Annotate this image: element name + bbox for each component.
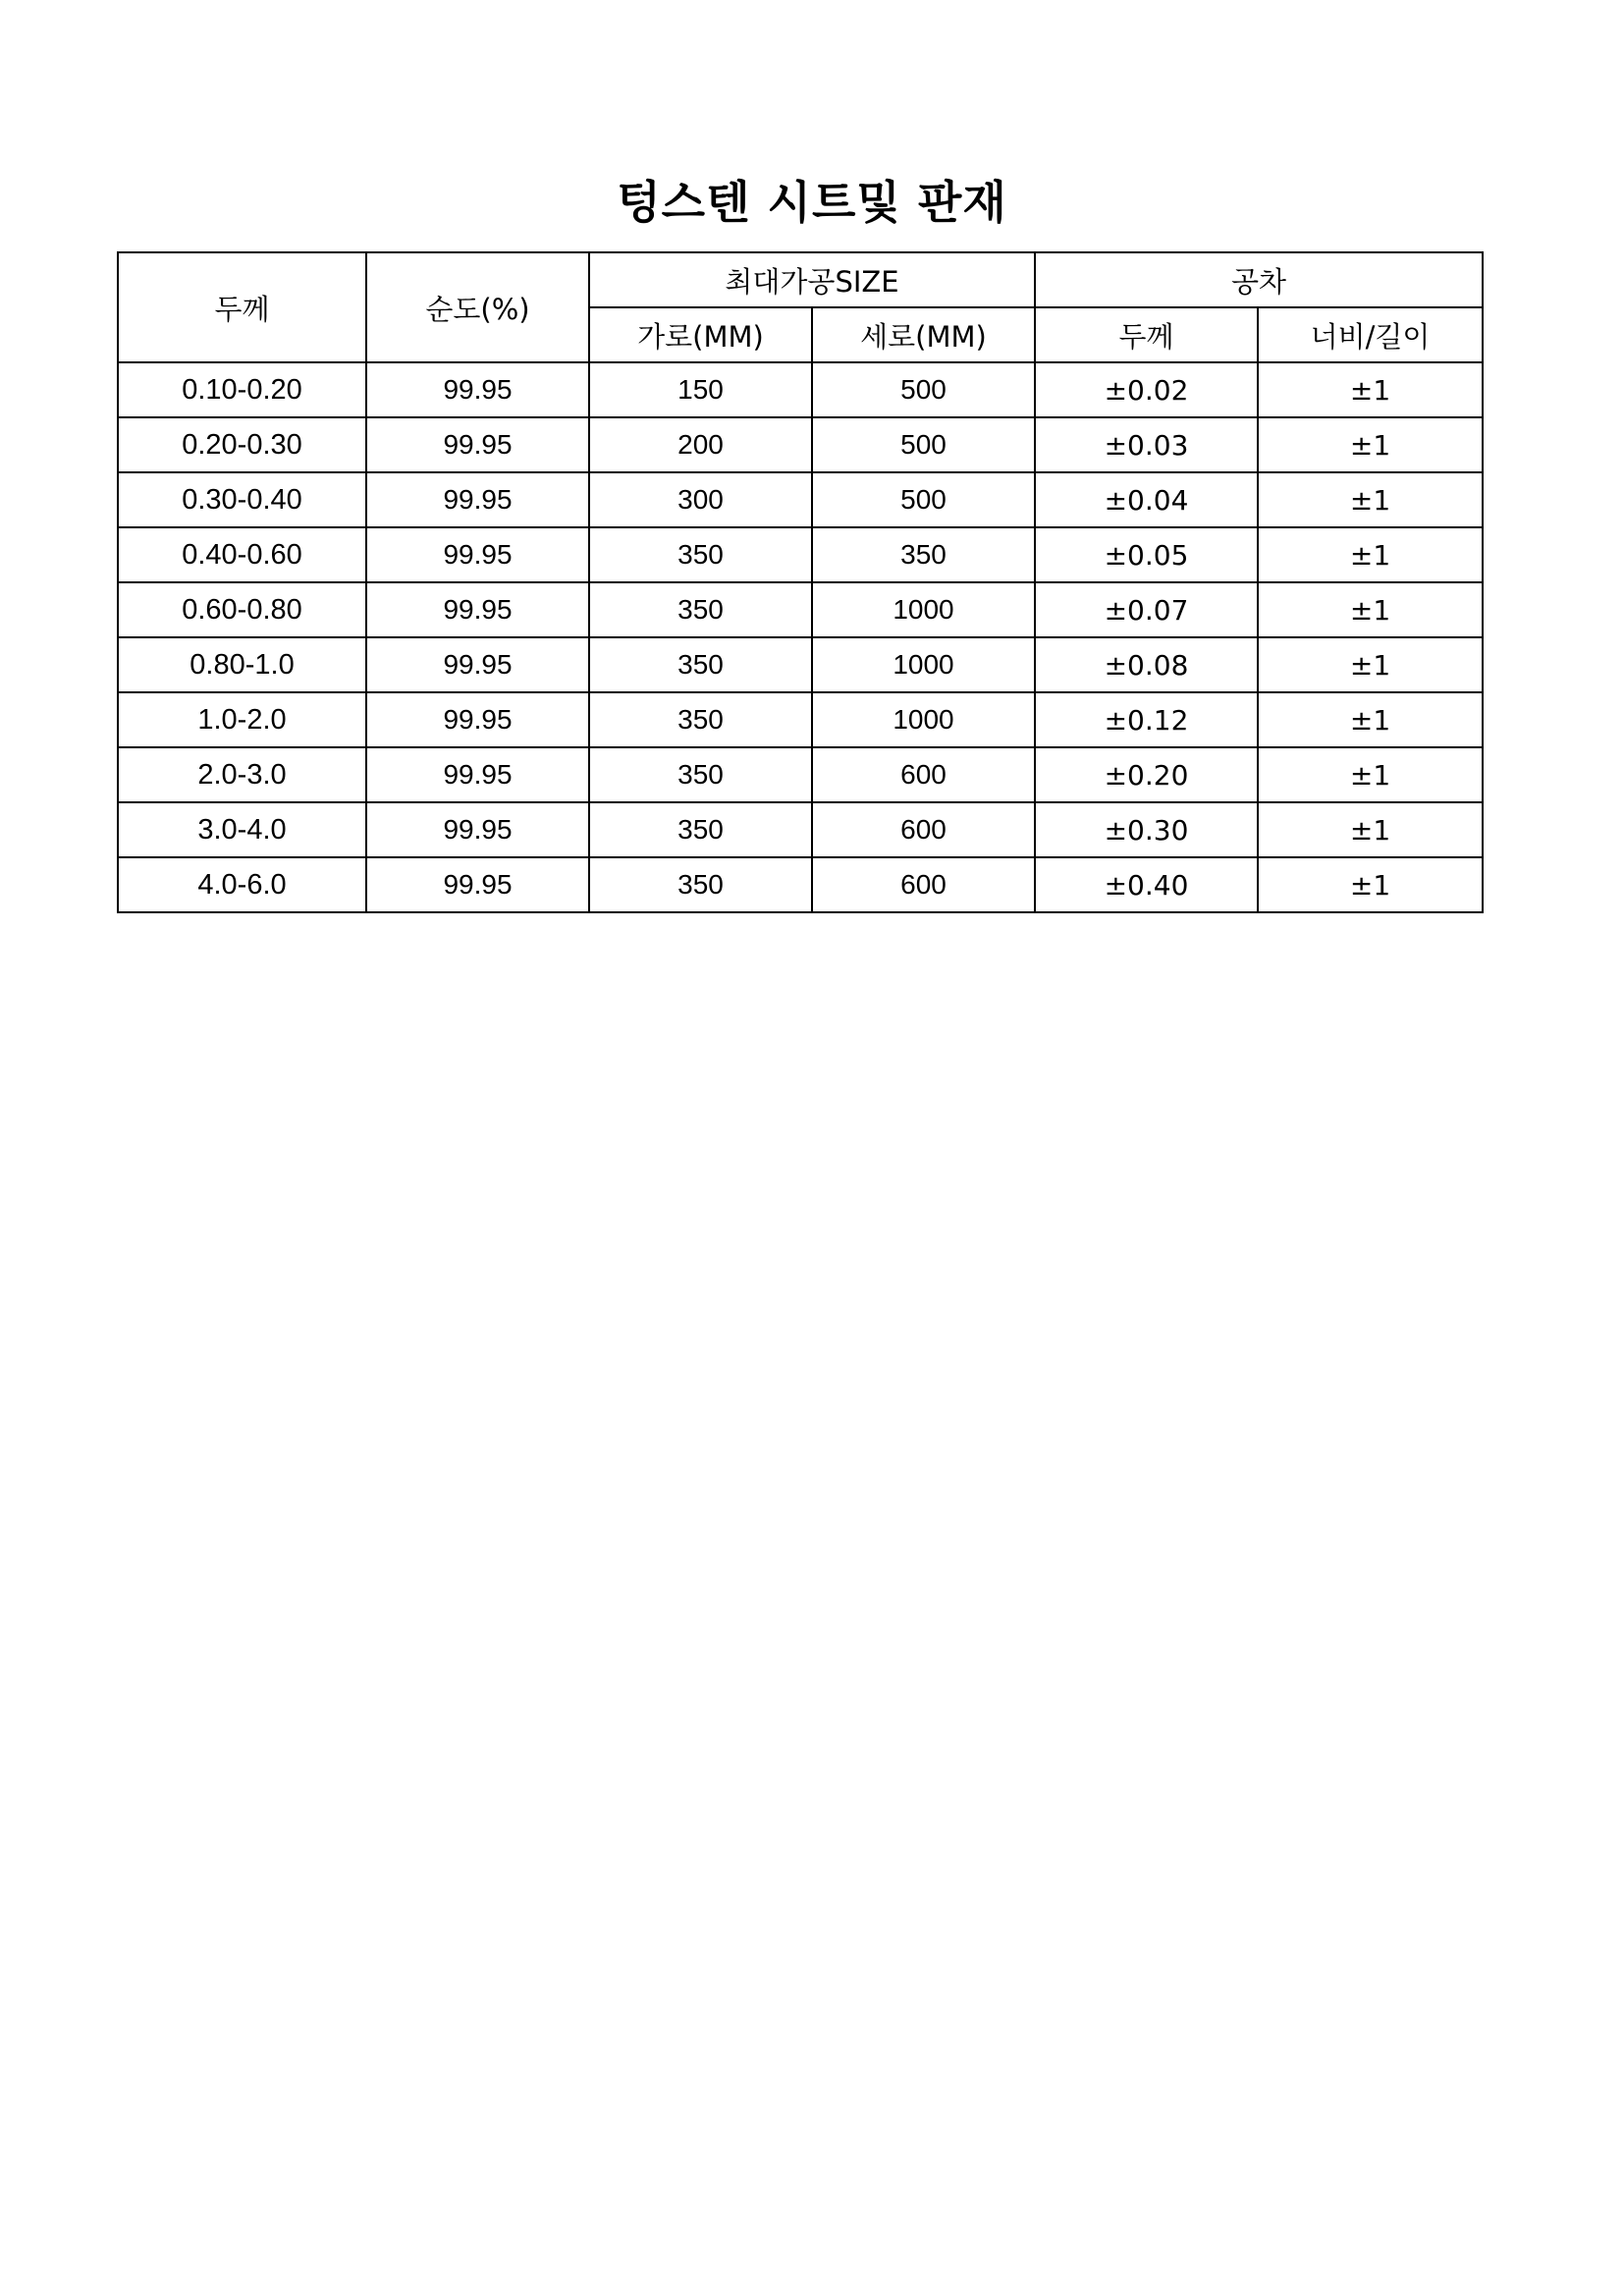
- header-tol-thickness: 두께: [1035, 307, 1258, 362]
- cell-width: 300: [589, 472, 812, 527]
- cell-tol-width-length: ±1: [1258, 362, 1483, 417]
- cell-tol-thickness: ±0.30: [1035, 802, 1258, 857]
- cell-thickness: 4.0-6.0: [118, 857, 366, 912]
- cell-tol-width-length: ±1: [1258, 747, 1483, 802]
- cell-thickness: 0.30-0.40: [118, 472, 366, 527]
- cell-length: 500: [812, 362, 1035, 417]
- cell-length: 600: [812, 747, 1035, 802]
- cell-width: 350: [589, 857, 812, 912]
- cell-thickness: 0.20-0.30: [118, 417, 366, 472]
- cell-purity: 99.95: [366, 362, 589, 417]
- header-length-mm: 세로(MM): [812, 307, 1035, 362]
- cell-thickness: 0.10-0.20: [118, 362, 366, 417]
- header-max-size: 최대가공SIZE: [589, 252, 1035, 307]
- table-body: [118, 362, 1483, 912]
- cell-width: 350: [589, 802, 812, 857]
- cell-tol-width-length: ±1: [1258, 582, 1483, 637]
- cell-purity: 99.95: [366, 417, 589, 472]
- table-row: [118, 692, 1483, 747]
- cell-thickness: 1.0-2.0: [118, 692, 366, 747]
- cell-tol-width-length: ±1: [1258, 692, 1483, 747]
- spec-table: [117, 251, 1484, 913]
- cell-purity: 99.95: [366, 527, 589, 582]
- cell-width: 350: [589, 582, 812, 637]
- cell-length: 1000: [812, 692, 1035, 747]
- table-row: [118, 472, 1483, 527]
- cell-width: 150: [589, 362, 812, 417]
- cell-thickness: 3.0-4.0: [118, 802, 366, 857]
- cell-tol-thickness: ±0.08: [1035, 637, 1258, 692]
- cell-length: 600: [812, 857, 1035, 912]
- cell-length: 1000: [812, 637, 1035, 692]
- cell-tol-thickness: ±0.05: [1035, 527, 1258, 582]
- cell-tol-width-length: ±1: [1258, 857, 1483, 912]
- table-row: [118, 857, 1483, 912]
- cell-length: 600: [812, 802, 1035, 857]
- cell-purity: 99.95: [366, 857, 589, 912]
- cell-tol-width-length: ±1: [1258, 472, 1483, 527]
- cell-width: 350: [589, 692, 812, 747]
- table-header: [118, 252, 1483, 362]
- cell-tol-thickness: ±0.04: [1035, 472, 1258, 527]
- cell-length: 1000: [812, 582, 1035, 637]
- cell-width: 350: [589, 637, 812, 692]
- table-row: [118, 362, 1483, 417]
- header-tol-width-length: 너비/길이: [1258, 307, 1483, 362]
- header-purity: 순도(%): [366, 252, 589, 362]
- header-thickness: 두께: [118, 252, 366, 362]
- cell-purity: 99.95: [366, 472, 589, 527]
- page-title: 텅스텐 시트및 판재: [617, 176, 1007, 229]
- cell-purity: 99.95: [366, 582, 589, 637]
- cell-width: 350: [589, 747, 812, 802]
- cell-tol-thickness: ±0.20: [1035, 747, 1258, 802]
- cell-tol-width-length: ±1: [1258, 527, 1483, 582]
- table-row: [118, 747, 1483, 802]
- cell-length: 500: [812, 417, 1035, 472]
- cell-purity: 99.95: [366, 692, 589, 747]
- header-tolerance: 공차: [1035, 252, 1483, 307]
- cell-length: 500: [812, 472, 1035, 527]
- cell-tol-thickness: ±0.40: [1035, 857, 1258, 912]
- header-width-mm: 가로(MM): [589, 307, 812, 362]
- cell-purity: 99.95: [366, 802, 589, 857]
- table-row: [118, 527, 1483, 582]
- cell-tol-thickness: ±0.03: [1035, 417, 1258, 472]
- cell-thickness: 2.0-3.0: [118, 747, 366, 802]
- header-row-1: [118, 252, 1483, 307]
- table-row: [118, 417, 1483, 472]
- cell-tol-width-length: ±1: [1258, 417, 1483, 472]
- cell-tol-width-length: ±1: [1258, 802, 1483, 857]
- cell-tol-thickness: ±0.02: [1035, 362, 1258, 417]
- cell-width: 350: [589, 527, 812, 582]
- table-row: [118, 637, 1483, 692]
- cell-thickness: 0.60-0.80: [118, 582, 366, 637]
- cell-thickness: 0.80-1.0: [118, 637, 366, 692]
- cell-purity: 99.95: [366, 747, 589, 802]
- cell-thickness: 0.40-0.60: [118, 527, 366, 582]
- cell-tol-width-length: ±1: [1258, 637, 1483, 692]
- cell-length: 350: [812, 527, 1035, 582]
- cell-tol-thickness: ±0.07: [1035, 582, 1258, 637]
- cell-width: 200: [589, 417, 812, 472]
- table-row: [118, 802, 1483, 857]
- cell-tol-thickness: ±0.12: [1035, 692, 1258, 747]
- table-row: [118, 582, 1483, 637]
- cell-purity: 99.95: [366, 637, 589, 692]
